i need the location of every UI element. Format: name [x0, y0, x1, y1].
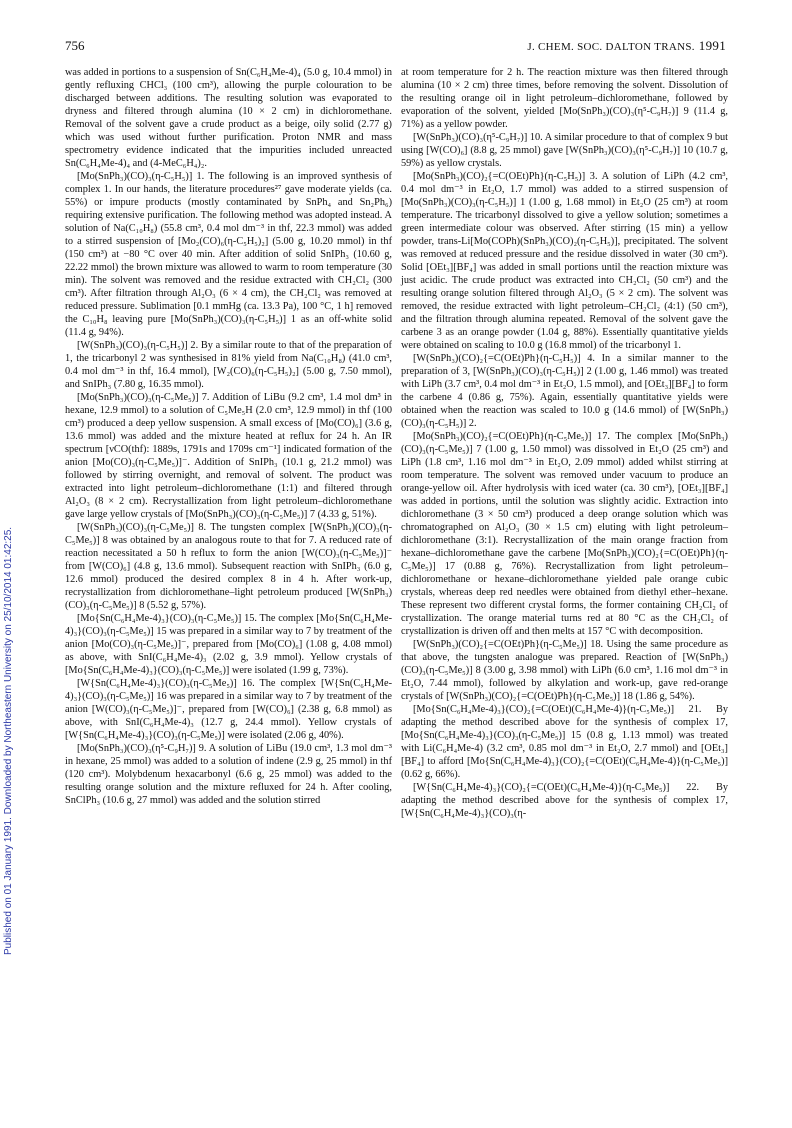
running-head: [527, 38, 726, 54]
paragraph: was added in portions to a suspension of Sn(C₆H₄Me-4)₄ (5.0 g, 10.4 mmol) in gently refluxing CHCl₃ (100 cm³), allowing the purple colouration to be discharged between additions. The resulting solution was evaporated to dryness and filtered through alumina (10 × 2 cm) in dichloromethane. Removal of the solvent gave a crude product as a beige, oily solid (2.77 g) which was used without further purification. Proton NMR and mass spectrometry evidence indicated that the impurities included unreacted Sn(C₆H₄Me-4)₄ and (4-MeC₆H₄)₂.: [65, 67, 392, 169]
paragraph: [W{Sn(C₆H₄Me-4)₃}(CO)₃(η-C₅Me₅)] 16. The complex [W{Sn(C₆H₄Me-4)₃}(CO)₃(η-C₅Me₅)] 16 was prepared in a similar way to 7 by treatment of the anion [W(CO)₃(η-C₅Me₅)]⁻, prepared from [W(CO)₆] (2.38 g, 6.8 mmol) as above, with SnI(C₆H₄Me-4)₃ (12.7 g, 24.4 mmol). Yellow crystals of [W{Sn(C₆H₄Me-4)₃}(CO)₃(η-C₅Me₅)] were isolated (2.06 g, 40%).: [65, 678, 392, 741]
paragraph: [Mo(SnPh₃)(CO)₂{=C(OEt)Ph}(η-C₅H₅)] 3. A solution of LiPh (4.2 cm³, 0.4 mol dm⁻³ in Et₂O, 1.7 mmol) was added to a stirred suspension of [Mo(SnPh₃)(CO)₃(η-C₅H₅)] 1 (1.00 g, 1.68 mmol) in Et₂O (25 cm³) at room temperature. The tricarbonyl dissolved to give a yellow solution; sometimes a green intermediate colour was observed. After stirring (15 min) a yellow powder, trans-Li[Mo(COPh)(SnPh₃)(CO)₂(η-C₅H₅)], precipitated. The solvent was removed at reduced pressure and the residue dissolved in water (30 cm³). Solid [OEt₃][BF₄] was added in small portions until the reaction mixture was just acidic. The crude product was extracted into CH₂Cl₂ (50 cm³) and the resulting orange solution filtered through Al₂O₃ (5 × 2 cm). The solvent was removed, the residue extracted with light petroleum–CH₂Cl₂ (4:1) (50 cm³), and the filtration through alumina repeated. Removal of the solvent gave the carbene 3 as an orange powder (1.04 g, 88%). Essentially quantitative yields were obtained on scaling to 10.0 g (16.8 mmol) of the tricarbonyl 1.: [401, 171, 728, 351]
paragraph: [W{Sn(C₆H₄Me-4)₃}(CO)₂{=C(OEt)(C₆H₄Me-4)}(η-C₅Me₅)] 22. By adapting the method described above for the synthesis of complex 17, [W{Sn(C₆H₄Me-4)₃}(CO)₃(η-: [401, 782, 728, 819]
paragraph: [W(SnPh₃)(CO)₂{=C(OEt)Ph}(η-C₅H₅)] 4. In a similar manner to the preparation of 3, [W(SnPh₃)(CO)₃(η-C₅H₅)] 2 (1.00 g, 1.46 mmol) was treated with LiPh (3.7 cm³, 0.4 mol dm⁻³ in Et₂O, 1.5 mmol), and [OEt₃][BF₄] to form the carbene 4 (0.86 g, 75%). Again, essentially quantitative yields were obtained when the reaction was scaled to 10.0 g (14.6 mmol) of [W(SnPh₃)(CO)₃(η-C₅H₅)] 2.: [401, 353, 728, 429]
paragraph: [Mo(SnPh₃)(CO)₃(η-C₅Me₅)] 7. Addition of LiBu (9.2 cm³, 1.4 mol dm³ in hexane, 12.9 mmol) to a solution of C₅Me₅H (2.0 cm³, 12.9 mmol) in thf (100 cm³) produced a deep yellow suspension. A small excess of [Mo(CO)₆] (3.6 g, 13.6 mmol) was added and the mixture heated at reflux for 24 h. An IR spectrum [νCO(thf): 1889s, 1791s and 1709s cm⁻¹] indicated formation of the anion [Mo(CO)₃(η-C₅Me₅)]⁻. Addition of SnIPh₃ (10.1 g, 21.2 mmol) was followed by stirring overnight, and removal of solvent. The product was extracted into light petroleum–dichloromethane (1:1) and filtered through Al₂O₃ (8 × 2 cm). Recrystallization from light petroleum–dichloromethane gave large yellow crystals of [Mo(SnPh₃)(CO)₃(η-C₅Me₅)] 7 (4.33 g, 51%).: [65, 392, 392, 520]
journal-year: 1991: [698, 38, 726, 53]
paragraph: [W(SnPh₃)(CO)₂{=C(OEt)Ph}(η-C₅Me₅)] 18. Using the same procedure as that above, the tungsten analogue was prepared. Reaction of [W(SnPh₃)(CO)₃(η-C₅Me₅)] 8 (3.00 g, 3.98 mmol) with LiPh (6.0 cm³, 1.16 mol dm⁻³ in Et₂O, 7.44 mmol), followed by alkylation and work-up, gave red-orange crystals of [W(SnPh₃)(CO)₂{=C(OEt)Ph}(η-C₅Me₅)] 18 (1.86 g, 54%).: [401, 639, 728, 702]
watermark-text: Published on 01 January 1991. Downloaded by Northeastern University on 25/10/2014 01:42:25.: [3, 526, 14, 955]
page-header: [65, 38, 726, 58]
right-column: [401, 66, 728, 820]
left-column: [65, 66, 392, 807]
paragraph: [Mo{Sn(C₆H₄Me-4)₃}(CO)₃(η-C₅Me₅)] 15. The complex [Mo{Sn(C₆H₄Me-4)₃}(CO)₃(η-C₅Me₅)] 15 was prepared in a similar way to 7 by treatment of the anion [Mo(CO)₃(η-C₅Me₅)]⁻, prepared from [Mo(CO)₆] (1.08 g, 4.08 mmol) as above, with SnI(C₆H₄Me-4)₃ (2.02 g, 3.9 mmol). Yellow crystals of [Mo{Sn(C₆H₄Me-4)₃}(CO)₃(η-C₅Me₅)] were isolated (1.99 g, 73%).: [65, 613, 392, 676]
download-watermark: [0, 140, 16, 960]
page-number: 756: [65, 38, 85, 53]
paragraph: [Mo(SnPh₃)(CO)₃(η⁵-C₉H₇)] 9. A solution of LiBu (19.0 cm³, 1.3 mol dm⁻³ in hexane, 25 mmol) was added to a solution of indene (2.9 g, 25 mmol) in thf (120 cm³). Molybdenum hexacarbonyl (6.6 g, 25 mmol) was added to the resulting orange solution and the mixture refluxed for 24 h. After cooling, SnClPh₃ (10.6 g, 27 mmol) was added and the solution stirred: [65, 743, 392, 806]
paragraph: [Mo{Sn(C₆H₄Me-4)₃}(CO)₂{=C(OEt)(C₆H₄Me-4)}(η-C₅Me₅)] 21. By adapting the method described above for the synthesis of complex 17, [Mo{Sn(C₆H₄Me-4)₃}(CO)₃(η-C₅Me₅)] 15 (0.8 g, 1.13 mmol) was treated with Li(C₆H₄Me-4) (3.2 cm³, 0.85 mol dm⁻³ in Et₂O, 2.7 mmol) and [OEt₃][BF₄] to afford [Mo{Sn(C₆H₄Me-4)₃}(CO)₂{=C(OEt)(C₆H₄Me-4)}(η-C₅Me₅)] (0.62 g, 66%).: [401, 704, 728, 780]
paragraph: [W(SnPh₃)(CO)₃(η⁵-C₉H₇)] 10. A similar procedure to that of complex 9 but using [W(CO)₆] (8.8 g, 25 mmol) gave [W(SnPh₃)(CO)₃(η⁵-C₉H₇)] 10 (10.7 g, 59%) as yellow crystals.: [401, 132, 728, 169]
paragraph: at room temperature for 2 h. The reaction mixture was then filtered through alumina (10 × 2 cm) three times, before removing the solvent. Dissolution of the resulting orange oil in light petroleum–dichloromethane, followed by evaporation of the solvent, yielded [Mo(SnPh₃)(CO)₃(η⁵-C₉H₇)] 9 (11.4 g, 71%) as a yellow powder.: [401, 67, 728, 130]
paragraph: [Mo(SnPh₃)(CO)₃(η-C₅H₅)] 1. The following is an improved synthesis of complex 1. In our hands, the literature procedures²⁷ gave moderate yields (ca. 55%) or impure products (mostly contaminated by SnPh₄ and Sn₂Ph₆) requiring extensive purification. The following method was adopted instead. A solution of Na(C₁₀H₈) (55.8 cm³, 0.4 mol dm⁻³ in thf, 22.3 mmol) was added to a stirred suspension of [Mo₂(CO)₆(η-C₅H₅)₂] (5.00 g, 10.20 mmol) in thf (150 cm³) at −80 °C over 40 min. After addition of solid SnIPh₃ (10.60 g, 22.22 mmol) the brown mixture was allowed to warm to room temperature (30 min). The solvent was removed and the residue extracted with CH₂Cl₂ (300 cm³). After filtration through Al₂O₃ (6 × 4 cm), the CH₂Cl₂ was removed at reduced pressure. Sublimation [0.1 mmHg (ca. 13.3 Pa), 100 °C, 1 h] removed the C₁₀H₈ leaving pure [Mo(SnPh₃)(CO)₃(η-C₅H₅)] 1 as an off-white solid (11.4 g, 94%).: [65, 171, 392, 338]
paragraph: [Mo(SnPh₃)(CO)₂{=C(OEt)Ph}(η-C₅Me₅)] 17. The complex [Mo(SnPh₃)(CO)₃(η-C₅Me₅)] 7 (1.00 g, 1.50 mmol) was dissolved in Et₂O (25 cm³) and LiPh (1.8 cm³, 1.16 mol dm⁻³ in Et₂O, 2.09 mmol) added whilst stirring at room temperature. The solvent was removed under vacuum to produce an orange-yellow oil. After hydrolysis with iced water (ca. 30 cm³), [OEt₃][BF₄] was added in portions, until the solution was slightly acidic. Extraction into dichloromethane (3 × 50 cm³) produced a deep orange solution which was chromatographed on Al₂O₃ (30 × 1.5 cm) eluting with light petroleum–dichloromethane (3:1). Recrystallization of the main orange fraction from hexane–dichloromethane gave the carbene [Mo(SnPh₃)(CO)₂{=C(OEt)Ph}(η-C₅Me₅)] 17 (0.88 g, 76%). Recrystallization from light petroleum–dichloromethane or hexane–dichloromethane yielded pale orange cubic crystals, whereas deep red needles were obtained from diethyl ether–hexane. These represent two different crystal forms, the former containing CH₂Cl₂ of crystallization. The orange material turns red at 80 °C as the CH₂Cl₂ of crystallization is driven off and then melts at 157 °C with decomposition.: [401, 431, 728, 637]
paragraph: [W(SnPh₃)(CO)₃(η-C₅Me₅)] 8. The tungsten complex [W(SnPh₃)(CO)₃(η-C₅Me₅)] 8 was obtained by an analogous route to that for 7. A reduced rate of reaction necessitated a 50 h reflux to form the anion [W(CO)₃(η-C₅Me₅)]⁻ from [W(CO)₆] (4.8 g, 13.6 mmol). Subsequent reaction with SnIPh₃ (6.0 g, 12.6 mmol) produced the desired complex 8 in 4 h. After work-up, recrystallization from dichloromethane–light petroleum produced [W(SnPh₃)(CO)₃(η-C₅Me₅)] 8 (5.52 g, 57%).: [65, 522, 392, 611]
journal-name: J. CHEM. SOC. DALTON TRANS.: [527, 41, 695, 53]
paragraph: [W(SnPh₃)(CO)₃(η-C₅H₅)] 2. By a similar route to that of the preparation of 1, the tricarbonyl 2 was synthesised in 81% yield from Na(C₁₀H₈) (41.0 cm³, 0.4 mol dm⁻³ in thf, 16.4 mmol), [W₂(CO)₆(η-C₅H₅)₂] (5.00 g, 7.50 mmol), and SnIPh₃ (7.80 g, 16.35 mmol).: [65, 340, 392, 390]
